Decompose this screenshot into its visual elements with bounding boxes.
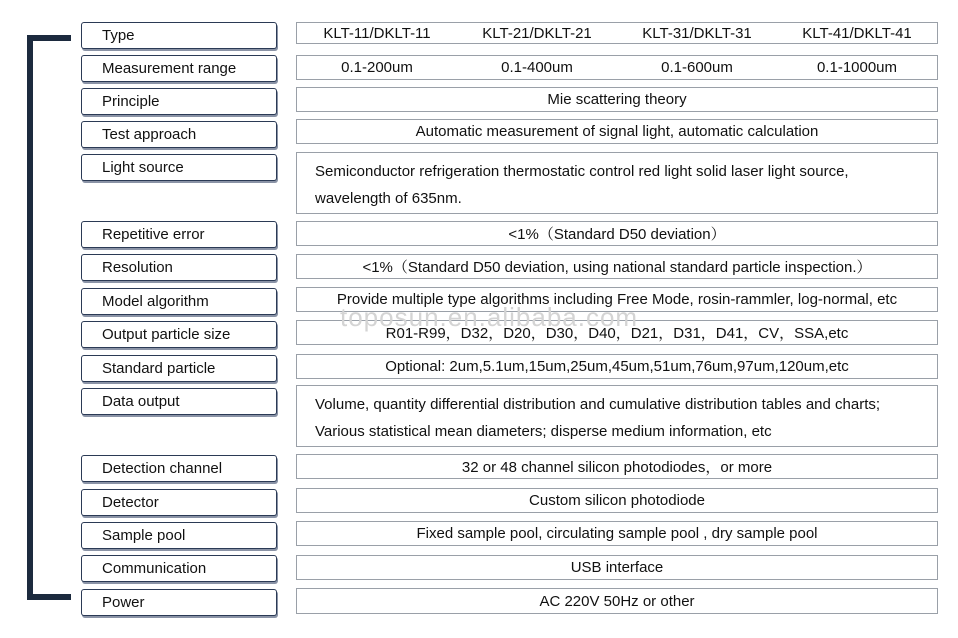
- label-detection-channel: Detection channel: [81, 455, 277, 482]
- label-resolution: Resolution: [81, 254, 277, 281]
- label-model-algorithm: Model algorithm: [81, 288, 277, 315]
- value-output-particle-size: R01-R99，D32，D20，D30，D40，D21，D31，D41，CV，SSA,etc: [296, 320, 938, 345]
- label-power: Power: [81, 589, 277, 616]
- label-standard-particle: Standard particle: [81, 355, 277, 382]
- label-sample-pool: Sample pool: [81, 522, 277, 549]
- value-resolution: <1%（Standard D50 deviation, using national standard particle inspection.）: [296, 254, 938, 279]
- value-principle: Mie scattering theory: [296, 87, 938, 112]
- label-detector: Detector: [81, 489, 277, 516]
- value-repetitive-error: <1%（Standard D50 deviation）: [296, 221, 938, 246]
- value-power: AC 220V 50Hz or other: [296, 588, 938, 614]
- range-col-3: 0.1-600um: [661, 59, 733, 76]
- value-data-output: [296, 385, 938, 447]
- type-col-3: KLT-31/DKLT-31: [642, 24, 752, 42]
- label-data-output: Data output: [81, 388, 277, 415]
- range-col-1: 0.1-200um: [341, 59, 413, 76]
- label-measurement-range: Measurement range: [81, 55, 277, 82]
- light-source-line-2: wavelength of 635nm.: [315, 190, 462, 207]
- value-detector: Custom silicon photodiode: [296, 488, 938, 513]
- label-test-approach: Test approach: [81, 121, 277, 148]
- data-output-line-2: Various statistical mean diameters; disperse medium information, etc: [315, 423, 772, 440]
- value-test-approach: Automatic measurement of signal light, automatic calculation: [296, 119, 938, 144]
- value-detection-channel: 32 or 48 channel silicon photodiodes，or more: [296, 454, 938, 479]
- data-output-line-1: Volume, quantity differential distribution and cumulative distribution tables and charts;: [315, 396, 881, 413]
- value-measurement-range: [296, 55, 938, 80]
- label-repetitive-error: Repetitive error: [81, 221, 277, 248]
- value-sample-pool: Fixed sample pool, circulating sample pool , dry sample pool: [296, 521, 938, 546]
- range-col-2: 0.1-400um: [501, 59, 573, 76]
- range-col-4: 0.1-1000um: [816, 59, 898, 76]
- light-source-line-1: Semiconductor refrigeration thermostatic control red light solid laser light source,: [315, 163, 849, 180]
- value-type: [296, 22, 938, 44]
- label-output-particle-size: Output particle size: [81, 321, 277, 348]
- value-model-algorithm: Provide multiple type algorithms including Free Mode, rosin-rammler, log-normal, etc: [296, 287, 938, 312]
- label-principle: Principle: [81, 88, 277, 115]
- type-col-1: KLT-11/DKLT-11: [323, 24, 431, 42]
- value-standard-particle: Optional: 2um,5.1um,15um,25um,45um,51um,76um,97um,120um,etc: [296, 354, 938, 379]
- value-light-source: [296, 152, 938, 214]
- value-communication: USB interface: [296, 555, 938, 580]
- label-communication: Communication: [81, 555, 277, 582]
- type-col-4: KLT-41/DKLT-41: [802, 24, 912, 42]
- left-bracket: [27, 35, 71, 600]
- label-light-source: Light source: [81, 154, 277, 181]
- label-type: Type: [81, 22, 277, 49]
- type-col-2: KLT-21/DKLT-21: [482, 24, 592, 42]
- watermark: toposun.en.alibaba.com: [340, 302, 639, 332]
